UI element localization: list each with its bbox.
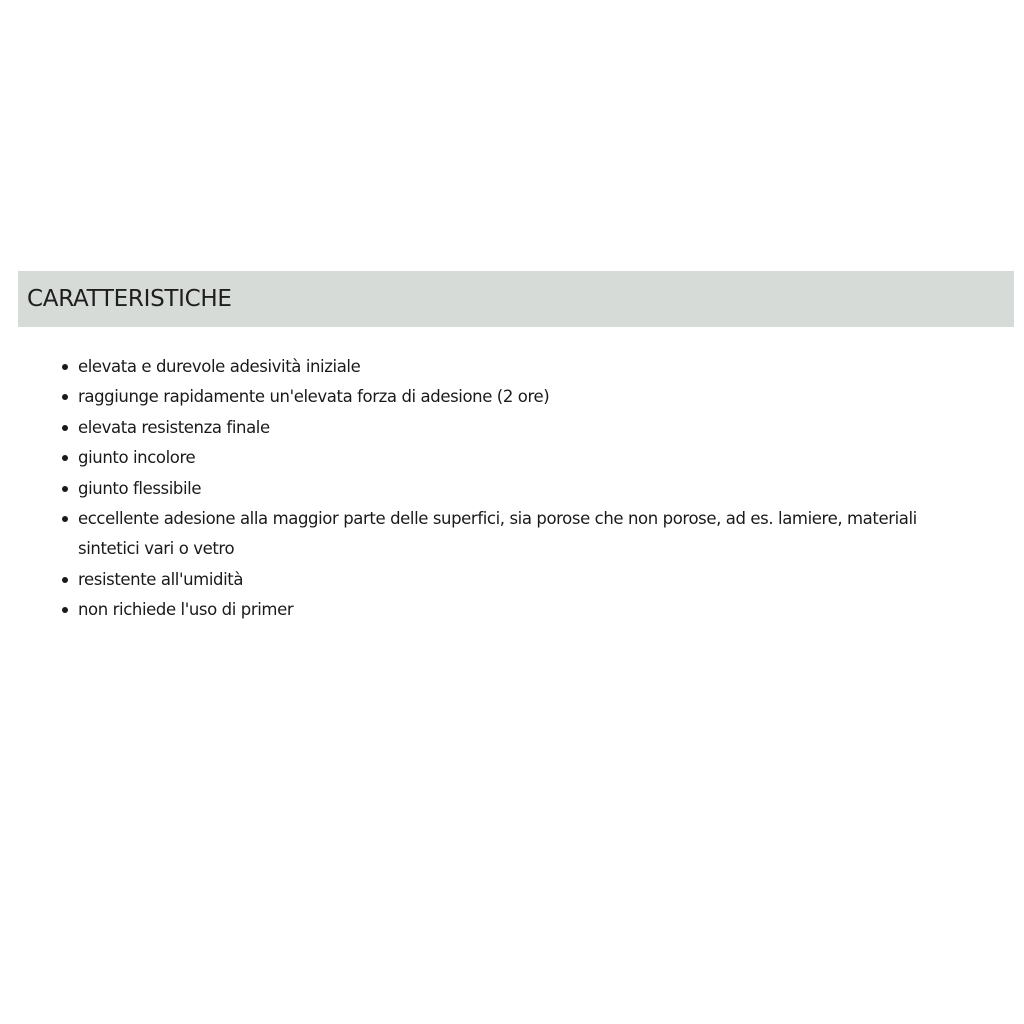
bullet-icon [62, 425, 68, 431]
list-item-text: elevata e durevole adesività iniziale [78, 357, 361, 376]
list-item-text: elevata resistenza finale [78, 417, 270, 437]
list-item-text: non richiede l'uso di primer [78, 600, 294, 620]
list-item [62, 443, 962, 473]
section-header [18, 271, 1014, 327]
list-item [62, 382, 962, 412]
bullet-icon [62, 455, 68, 461]
bullet-icon [62, 486, 68, 492]
bullet-icon [62, 577, 68, 583]
list-item-text: resistente all'umidità [78, 569, 244, 589]
list-item-text: eccellente adesione alla maggior parte delle superfici, sia porose che non porose, ad es. lamiere, materiali sintetici vari o vetro [78, 509, 917, 559]
bullet-icon [62, 394, 68, 400]
list-item-text: giunto incolore [78, 448, 196, 468]
bullet-icon [62, 607, 68, 613]
list-item [62, 595, 962, 625]
list-item [62, 474, 962, 504]
list-item [62, 565, 962, 595]
list-item [62, 504, 962, 565]
list-item [62, 352, 962, 382]
bullet-icon [62, 364, 68, 370]
list-item-text: giunto flessibile [78, 478, 202, 498]
feature-list [62, 352, 962, 626]
list-item-text: raggiunge rapidamente un'elevata forza di adesione (2 ore) [78, 387, 550, 407]
section-title: CARATTERISTICHE [27, 286, 232, 312]
bullet-icon [62, 516, 68, 522]
list-item [62, 413, 962, 443]
